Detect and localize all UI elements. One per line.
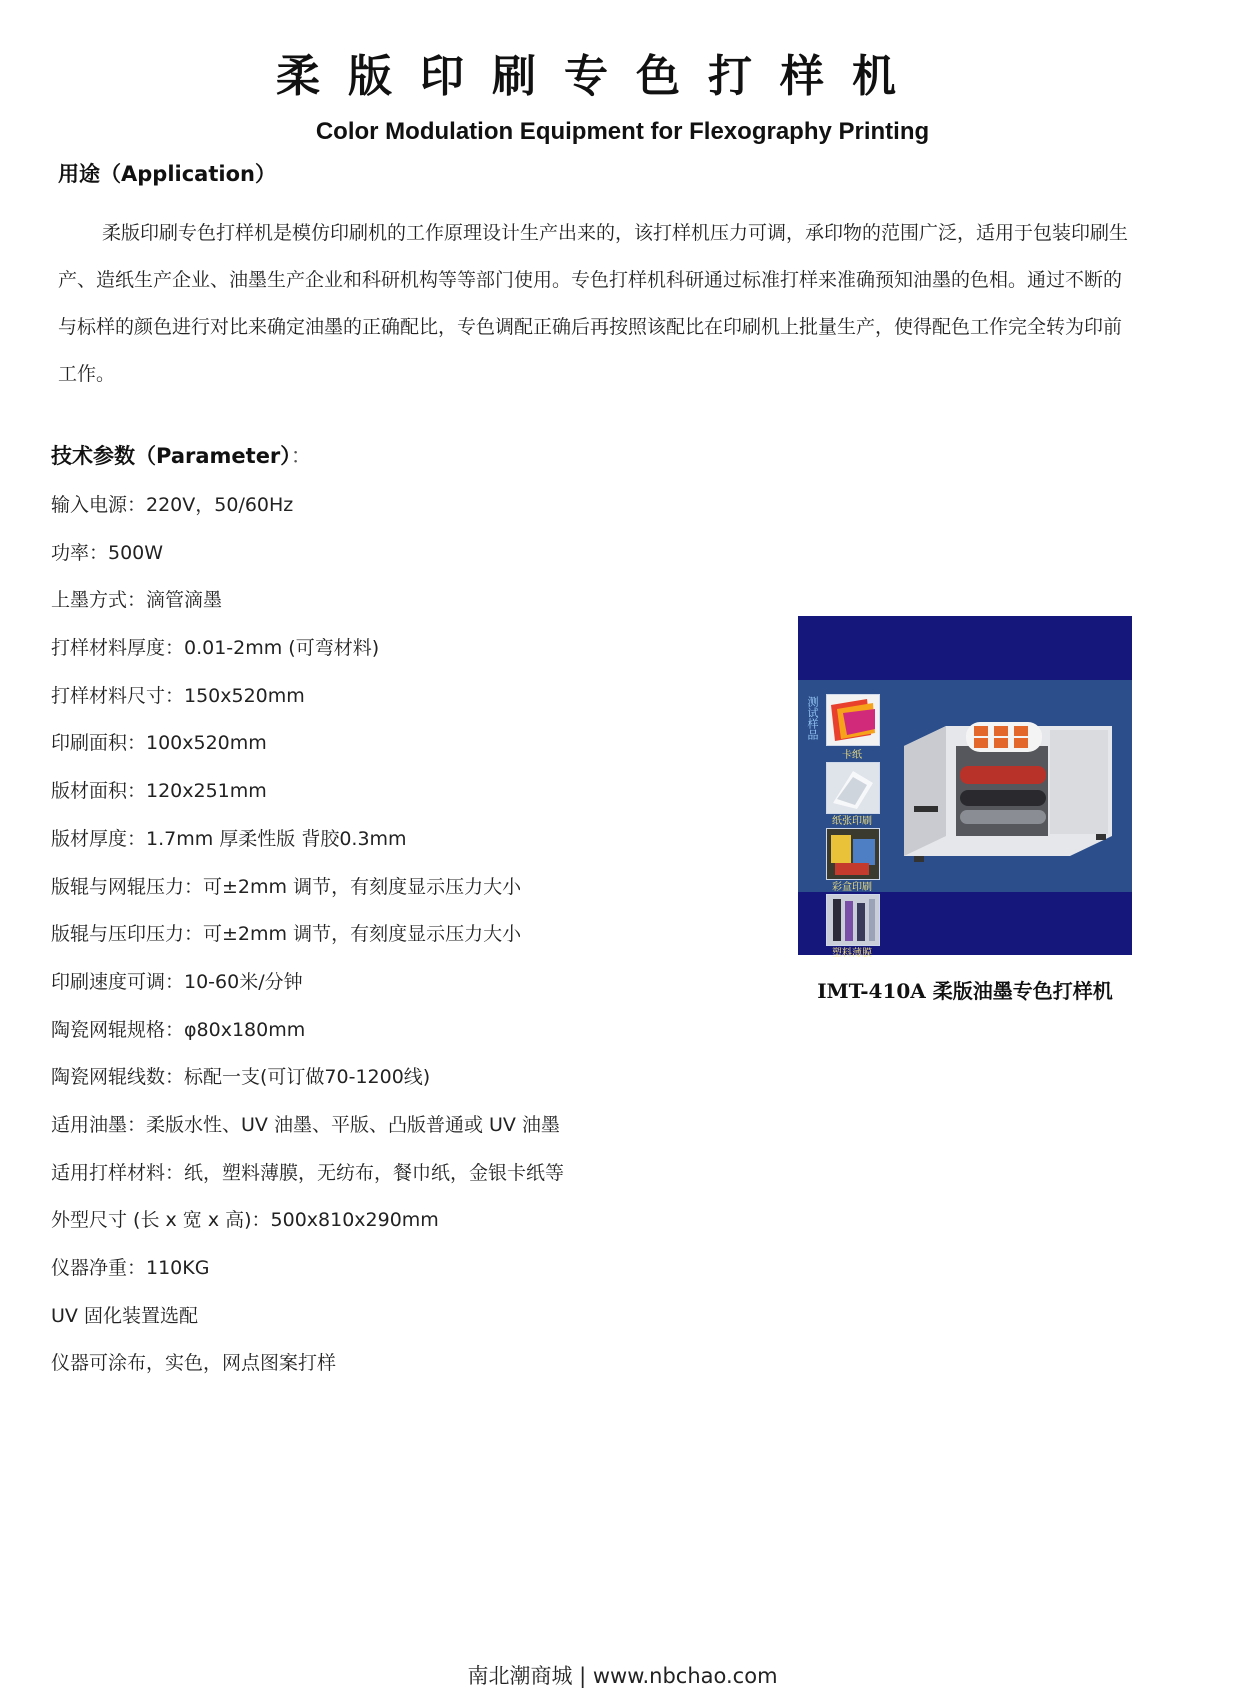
parameter-list (51, 490, 564, 1396)
parameter-heading-colon: ： (290, 444, 312, 468)
parameter-item: 版辊与压印压力：可±2mm 调节，有刻度显示压力大小 (51, 923, 522, 946)
thumbnail-label: 塑料薄膜 (832, 948, 872, 959)
parameter-item: 输入电源：220V，50/60Hz (51, 494, 294, 516)
parameter-item: 仪器可涂布，实色，网点图案打样 (51, 1352, 337, 1375)
thumbnail-label: 彩盒印刷 (832, 882, 872, 893)
printing-machine-illustration (900, 706, 1120, 866)
parameter-item: 适用油墨：柔版水性、UV 油墨、平版、凸版普通或 UV 油墨 (51, 1113, 560, 1136)
parameter-item: 打样材料尺寸：150x520mm (51, 684, 305, 707)
parameter-item: 陶瓷网辊规格：φ80x180mm (51, 1018, 306, 1041)
parameter-item: 印刷速度可调：10-60米/分钟 (51, 970, 303, 993)
parameter-item: 版材面积：120x251mm (51, 780, 267, 803)
parameter-item: 上墨方式：滴管滴墨 (51, 589, 223, 612)
parameter-heading (51, 440, 312, 470)
parameter-item: 仪器净重：110KG (51, 1257, 210, 1279)
thumbnail-label: 纸张印刷 (832, 816, 872, 827)
application-body: 柔版印刷专色打样机是模仿印刷机的工作原理设计生产出来的，该打样机压力可调，承印物的范围广泛，适用于包装印刷生产、造纸生产企业、油墨生产企业和科研机构等等部门使用。专色打样机科研通过标准打样来准确预知油墨的色相。通过不断的与标样的颜色进行对比来确定油墨的正确配比，专色调配正确后再按照该配比在印刷机上批量生产，使得配色工作完全转为印前工作。 (58, 222, 1129, 385)
product-image (798, 616, 1132, 959)
parameter-item: 打样材料厚度：0.01-2mm (可弯材料) (51, 637, 380, 660)
document-title: 柔版印刷专色打样机 (276, 51, 924, 102)
footer-site-credit: 南北潮商城 | www.nbchao.com (467, 1664, 778, 1688)
cardboard-sample-thumbnail (826, 694, 880, 746)
application-heading: 用途（Application） (58, 162, 276, 186)
parameter-item: 功率：500W (51, 541, 164, 564)
image-side-text: 测试样品 (806, 696, 819, 740)
parameter-item: 版材厚度：1.7mm 厚柔性版 背胶0.3mm (51, 827, 407, 850)
parameter-item: 陶瓷网辊线数：标配一支(可订做70-1200线) (51, 1066, 431, 1089)
parameter-item: 版辊与网辊压力：可±2mm 调节，有刻度显示压力大小 (51, 875, 522, 898)
document-subtitle: Color Modulation Equipment for Flexography Printing (315, 118, 930, 145)
parameter-item: UV 固化装置选配 (51, 1304, 198, 1327)
color-box-thumbnail (826, 828, 880, 880)
plastic-film-thumbnail (826, 894, 880, 946)
paper-print-thumbnail (826, 762, 880, 814)
parameter-item: 适用打样材料：纸，塑料薄膜，无纺布，餐巾纸，金银卡纸等 (51, 1161, 565, 1184)
thumbnail-label: 卡纸 (842, 750, 862, 761)
parameter-heading-text: 技术参数（Parameter） (51, 444, 291, 468)
parameter-item: 外型尺寸 (长 x 宽 x 高)：500x810x290mm (51, 1209, 439, 1232)
image-caption: IMT-410A 柔版油墨专色打样机 (817, 979, 1113, 1003)
parameter-item: 印刷面积：100x520mm (51, 732, 267, 755)
